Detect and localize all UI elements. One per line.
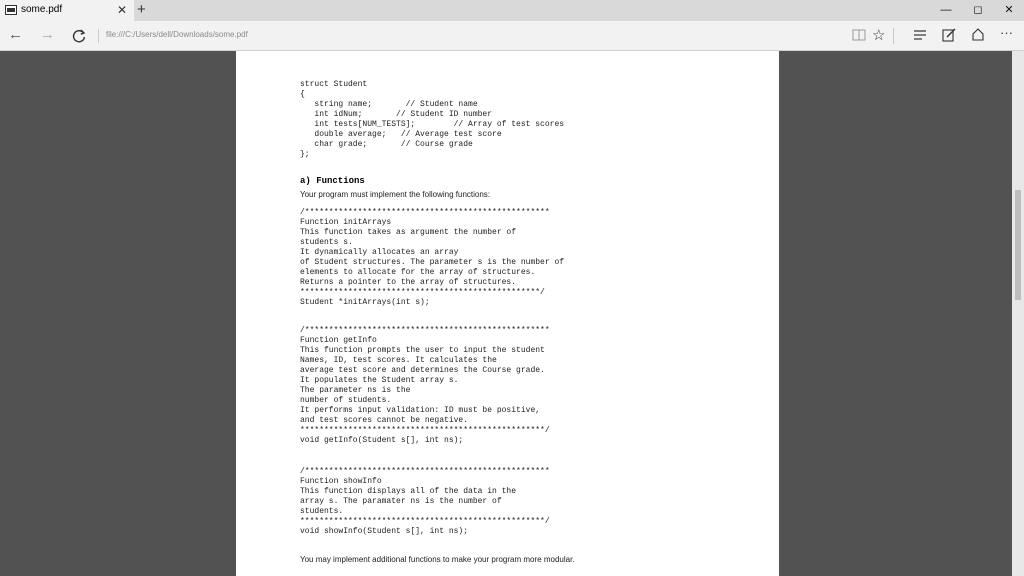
more-icon[interactable]: ··· xyxy=(1000,25,1013,40)
url-separator xyxy=(98,29,99,43)
new-tab-icon[interactable]: + xyxy=(137,1,146,18)
address-bar xyxy=(0,21,1024,51)
function-showinfo-block: /*************************************************** Function showInfo This function displays all of the data in the array s. The paramater ns is the number of students. ***************************************************/ void showInfo(Student s[], int ns); xyxy=(300,467,550,536)
reading-view-icon[interactable] xyxy=(851,27,867,43)
footer-text: You may implement additional functions to make your program more modular. xyxy=(300,555,575,564)
back-icon[interactable]: ← xyxy=(8,26,23,43)
hub-icon[interactable] xyxy=(912,27,928,43)
function-initarrays-block: /*************************************************** Function initArrays This function takes as argument the number of students s. It dynamically allocates an array of Student structures. The parameter s is the number of elements to allocate for the array of structures. Returns a pointer to the array of structures. **************************************************/ Student *initArrays(int s); xyxy=(300,208,565,307)
scrollbar-thumb[interactable] xyxy=(1015,190,1021,300)
section-heading: a) Functions xyxy=(300,176,365,186)
maximize-button[interactable]: ◻ xyxy=(973,4,983,16)
tab-close-icon[interactable]: ✕ xyxy=(117,3,128,17)
toolbar-separator xyxy=(893,28,894,44)
share-icon[interactable] xyxy=(970,27,986,43)
refresh-icon[interactable] xyxy=(71,28,87,44)
web-note-icon[interactable] xyxy=(941,27,957,43)
tab-bar xyxy=(0,0,1024,21)
close-window-button[interactable]: ✕ xyxy=(1004,4,1014,16)
intro-text: Your program must implement the following functions: xyxy=(300,190,491,199)
function-getinfo-block: /*************************************************** Function getInfo This function prompts the user to input the student Names, ID, test scores. It calculates the average test score and determines the Course grade. It populates the Student array s. The parameter ns is the number of students. It performs input validation: ID must be positive, and test scores cannot be negative. ***************************************************/ void getInfo(Student s[], int ns); xyxy=(300,326,550,445)
pdf-icon xyxy=(5,4,17,16)
forward-icon[interactable]: → xyxy=(40,26,55,43)
favorite-star-icon[interactable]: ☆ xyxy=(872,27,886,44)
struct-code: struct Student { string name; // Student name int idNum; // Student ID number int tests[NUM_TESTS]; // Array of test scores double average; // Average test score char grade; // Course grade }; xyxy=(300,80,565,159)
url-field[interactable]: file:///C:/Users/dell/Downloads/some.pdf xyxy=(106,30,248,39)
minimize-button[interactable]: — xyxy=(940,4,952,16)
tab-some-pdf[interactable] xyxy=(0,0,134,21)
tab-title: some.pdf xyxy=(21,4,63,15)
scrollbar[interactable] xyxy=(1012,51,1024,576)
